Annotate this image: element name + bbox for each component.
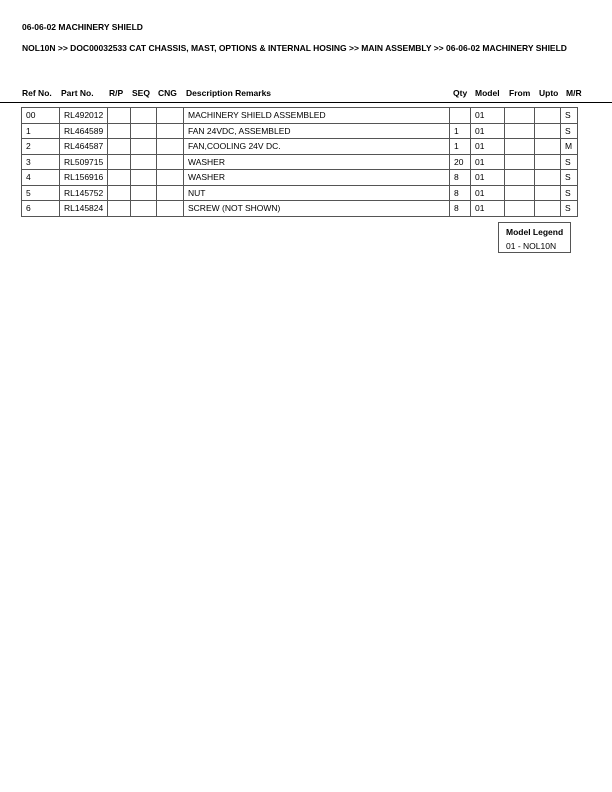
cell-ref-no: 4 [22, 170, 60, 186]
cell-model: 01 [471, 185, 505, 201]
cell-model: 01 [471, 201, 505, 217]
cell-qty: 8 [450, 185, 471, 201]
cell-upto [535, 201, 561, 217]
col-header-qty: Qty [453, 88, 468, 98]
table-row [22, 201, 578, 217]
table-row [22, 154, 578, 170]
col-header-ref-no: Ref No. [22, 88, 52, 98]
cell-seq [131, 170, 157, 186]
cell-qty [450, 108, 471, 124]
col-header-model: Model [475, 88, 500, 98]
breadcrumb: NOL10N >> DOC00032533 CAT CHASSIS, MAST, OPTIONS & INTERNAL HOSING >> MAIN ASSEMBLY >> 06-06-02 MACHINERY SHIELD [22, 43, 567, 53]
cell-description: MACHINERY SHIELD ASSEMBLED [184, 108, 450, 124]
cell-part-no: RL156916 [60, 170, 108, 186]
cell-from [505, 123, 535, 139]
cell-seq [131, 185, 157, 201]
cell-mr: S [561, 108, 578, 124]
cell-from [505, 201, 535, 217]
cell-upto [535, 185, 561, 201]
cell-model: 01 [471, 170, 505, 186]
cell-rp [108, 170, 131, 186]
cell-cng [157, 108, 184, 124]
cell-description: WASHER [184, 170, 450, 186]
cell-ref-no: 3 [22, 154, 60, 170]
parts-table [21, 107, 578, 217]
col-header-cng: CNG [158, 88, 177, 98]
cell-part-no: RL464589 [60, 123, 108, 139]
col-header-from: From [509, 88, 531, 98]
cell-rp [108, 185, 131, 201]
cell-part-no: RL492012 [60, 108, 108, 124]
cell-upto [535, 139, 561, 155]
cell-ref-no: 5 [22, 185, 60, 201]
table-row [22, 108, 578, 124]
cell-qty: 20 [450, 154, 471, 170]
cell-rp [108, 139, 131, 155]
cell-ref-no: 2 [22, 139, 60, 155]
cell-description: FAN 24VDC, ASSEMBLED [184, 123, 450, 139]
table-row [22, 123, 578, 139]
cell-cng [157, 170, 184, 186]
cell-mr: M [561, 139, 578, 155]
cell-mr: S [561, 185, 578, 201]
col-header-part-no: Part No. [61, 88, 94, 98]
cell-seq [131, 154, 157, 170]
table-row [22, 170, 578, 186]
cell-model: 01 [471, 123, 505, 139]
cell-description: FAN,COOLING 24V DC. [184, 139, 450, 155]
cell-seq [131, 139, 157, 155]
col-header-seq: SEQ [132, 88, 150, 98]
cell-from [505, 185, 535, 201]
cell-cng [157, 154, 184, 170]
cell-part-no: RL145824 [60, 201, 108, 217]
cell-upto [535, 123, 561, 139]
cell-upto [535, 154, 561, 170]
cell-qty: 1 [450, 123, 471, 139]
cell-seq [131, 123, 157, 139]
cell-description: WASHER [184, 154, 450, 170]
cell-mr: S [561, 123, 578, 139]
cell-model: 01 [471, 154, 505, 170]
cell-mr: S [561, 170, 578, 186]
cell-description: SCREW (NOT SHOWN) [184, 201, 450, 217]
cell-from [505, 170, 535, 186]
col-header-description: Description Remarks [186, 88, 272, 98]
cell-part-no: RL464587 [60, 139, 108, 155]
cell-rp [108, 123, 131, 139]
cell-description: NUT [184, 185, 450, 201]
model-legend-title: Model Legend [506, 227, 564, 237]
cell-cng [157, 123, 184, 139]
cell-cng [157, 201, 184, 217]
table-row [22, 139, 578, 155]
cell-seq [131, 201, 157, 217]
cell-part-no: RL509715 [60, 154, 108, 170]
table-row [22, 185, 578, 201]
cell-mr: S [561, 201, 578, 217]
cell-from [505, 154, 535, 170]
cell-part-no: RL145752 [60, 185, 108, 201]
cell-mr: S [561, 154, 578, 170]
cell-qty: 1 [450, 139, 471, 155]
cell-ref-no: 1 [22, 123, 60, 139]
cell-qty: 8 [450, 170, 471, 186]
col-header-rp: R/P [109, 88, 124, 98]
cell-cng [157, 139, 184, 155]
cell-upto [535, 170, 561, 186]
model-legend-item: 01 - NOL10N [506, 241, 557, 251]
col-header-upto: Upto [539, 88, 559, 98]
cell-ref-no: 00 [22, 108, 60, 124]
parts-table-body [22, 108, 578, 217]
col-header-mr: M/R [566, 88, 582, 98]
column-header-row [0, 86, 612, 103]
cell-from [505, 108, 535, 124]
cell-cng [157, 185, 184, 201]
cell-from [505, 139, 535, 155]
cell-seq [131, 108, 157, 124]
cell-rp [108, 108, 131, 124]
cell-rp [108, 154, 131, 170]
model-legend [498, 222, 571, 253]
cell-ref-no: 6 [22, 201, 60, 217]
page-title: 06-06-02 MACHINERY SHIELD [22, 22, 143, 32]
cell-upto [535, 108, 561, 124]
cell-model: 01 [471, 139, 505, 155]
cell-rp [108, 201, 131, 217]
cell-qty: 8 [450, 201, 471, 217]
cell-model: 01 [471, 108, 505, 124]
